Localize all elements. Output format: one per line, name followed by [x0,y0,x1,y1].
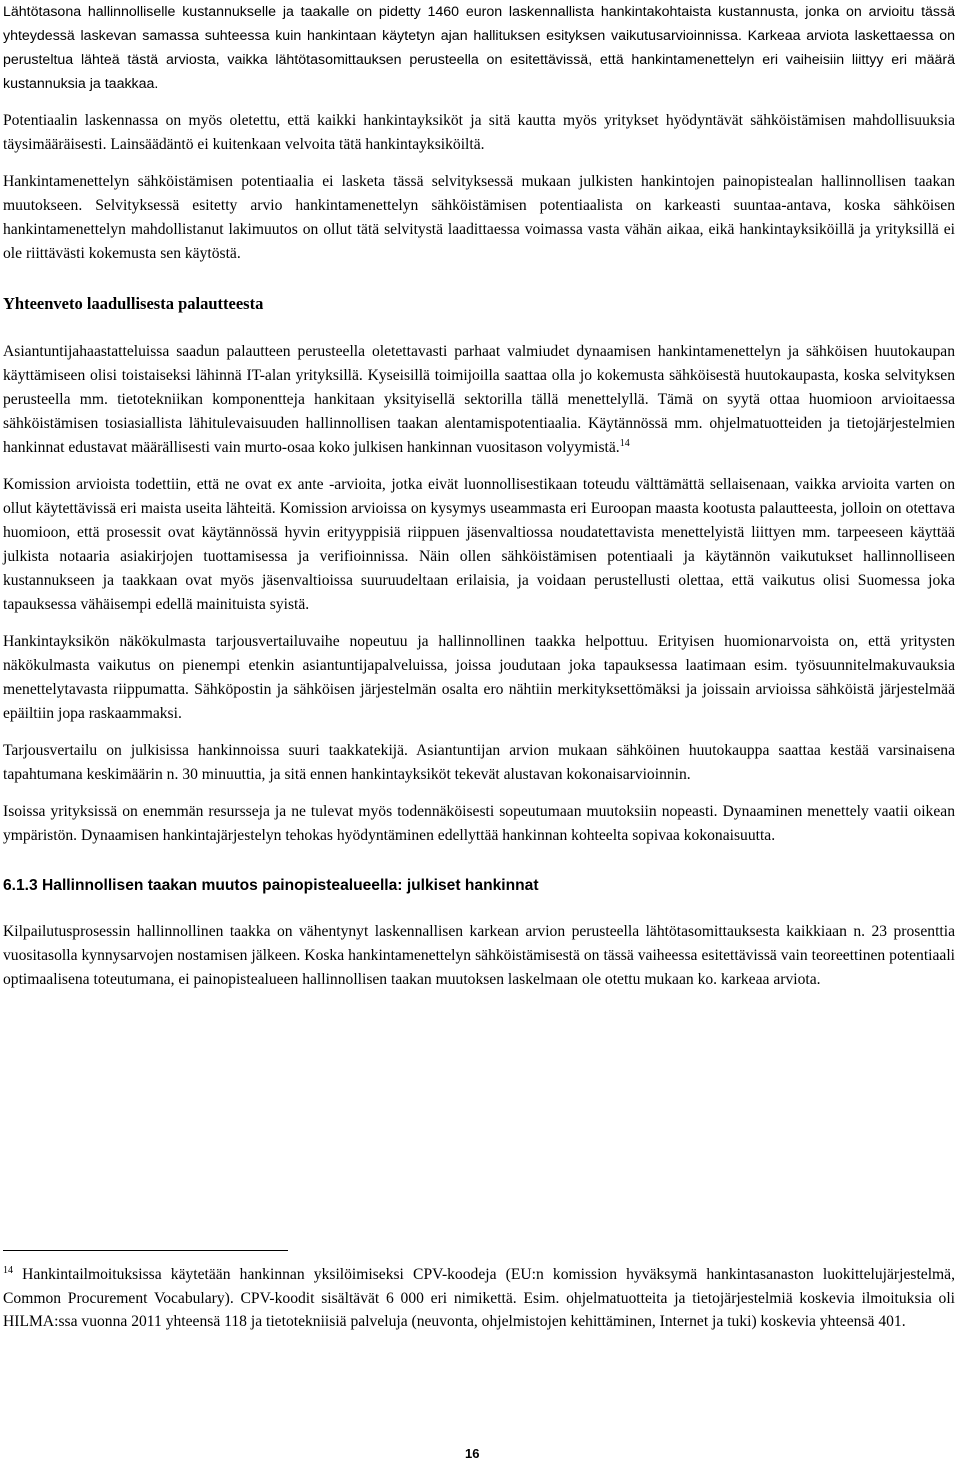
paragraph-tender-comparison: Tarjousvertailu on julkisissa hankinnoissa suuri taakkatekijä. Asiantuntijan arvion mukaan sähköinen huutokauppa saattaa kestää varsinaisena tapahtumana keskimäärin n. 30 minuuttia, ja sitä ennen hankintayksiköt tekevät alustavan kokonaisarvioinnin. [3,742,955,783]
page-number: 16 [465,1446,480,1461]
paragraph-electrification-scope: Hankintamenettelyn sähköistämisen potentiaalia ei lasketa tässä selvityksessä mukaan julkisten hankintojen painopistealan hallinnollisen taakan muutokseen. Selvityksessä esitetty arvio hankintamenettelyn sähköistämisen potentiaalista on karkeasti suuntaa-antava, koska sähköisen hankintamenettelyn mahdollistanut lakimuutos on ollut tätä selvitystä laadittaessa voimassa vasta vähän aikaa, eikä hankintayksiköillä ja yrityksillä ei ole riittävästi kokemusta sen käytöstä. [3,173,955,262]
footnote [3,1263,955,1334]
footnote-number: 14 [3,1265,13,1276]
subsection-heading: 6.1.3 Hallinnollisen taakan muutos painopistealueella: julkiset hankinnat [3,877,539,894]
paragraph-potential-assumption: Potentiaalin laskennassa on myös oletettu, että kaikki hankintayksiköt ja sitä kautta myös yritykset hyödyntävät sähköistämisen mahdollisuuksia täysimääräisesti. Lainsäädäntö ei kuitenkaan velvoita tätä hankintayksiköiltä. [3,112,955,153]
footnote-reference[interactable]: 14 [619,438,630,449]
paragraph-expert-text: Asiantuntijahaastatteluissa saadun palautteen perusteella oletettavasti parhaat valmiudet dynaamisen hankintamenettelyn ja sähköisen huutokaupan käyttämiseen olisi toistaiseksi lähinnä IT-alan yrityksillä. Kyseisillä toimijoilla saattaa olla jo kokemusta sähköisestä huutokaupasta, koska selvityksen perusteella mm. tietotekniikan komponentteja hankitaan yksityisellä sektorilla tällä menettelyllä. Tämä on syytä ottaa huomioon arvioitaessa sähköistämisen tosiasiallista lähitulevaisuuden hallinnollisen taakan alentamispotentiaalia. Käytännössä mm. ohjelmatuotteiden ja tietojärjestelmien hankinnat edustavat määrällisesti vain murto-osaa koko julkisen hankinnan vuositason volyymistä. [3,343,955,456]
footnote-text: Hankintailmoituksissa käytetään hankinnan yksilöimiseksi CPV-koodeja (EU:n komission hyväksymä hankintasanaston luokittelujärjestelmä, Common Procurement Vocabulary). CPV-koodit sisältävät 6 000 eri nimikettä. Esim. ohjelmatuotteita ja tietojärjestelmiä koskevia ilmoituksia oli HILMA:ssa vuonna 2011 yhteensä 118 ja tietotekniisiä palveluja (neuvonta, ohjelmistojen kehittäminen, Internet ja tuki) koskevia yhteensä 401. [3,1266,955,1330]
paragraph-administrative-burden: Kilpailutusprosessin hallinnollinen taakka on vähentynyt laskennallisen karkean arvion perusteella lähtötasomittauksesta kaikkiaan n. 23 prosenttia vuositasolla kynnysarvojen nostamisen jälkeen. Koska hankintamenettelyn sähköistämisestä on tässä vaiheessa esitettävissä vain teoreettinen potentiaali optimaalisena toteutumana, ei painopistealueen hallinnollisen taakan muutoksen laskelmaan ole otettu mukaan ko. karkeaa arviota. [3,923,955,988]
paragraph-large-companies: Isoissa yrityksissä on enemmän resursseja ja ne tulevat myös todennäköisesti sopeutumaan muutoksiin nopeasti. Dynaaminen menettely vaatii oikean ympäristön. Dynaamisen hankintajärjestelyn tehokas hyödyntäminen edellyttää hankinnan kohteelta sopivaa kokonaisuutta. [3,803,955,844]
paragraph-baseline-cost: Lähtötasona hallinnolliselle kustannukselle ja taakalle on pidetty 1460 euron laskennallista hankintakohtaista kustannusta, jonka on arvioitu tässä yhteydessä laskevan samassa suhteessa kuin hankintaan käytetyn ajan hallituksen esityksen vaikutusarvioinnissa. Karkeaa arviota laskettaessa on perusteltua lähteä tästä arviosta, vaikka lähtötasomittauksen perusteella on esitettävissä, että hankintamenettelyn eri vaiheisiin liittyy eri määrä kustannuksia ja taakkaa. [3,4,955,92]
footnote-divider [3,1250,288,1251]
paragraph-expert-feedback [3,340,955,460]
paragraph-commission-estimates: Komission arvioista todettiin, että ne ovat ex ante -arvioita, jotka eivät luonnollisestikaan toteudu välttämättä sellaisenaan, vaikka arvioita varten on ollut käytettävissä eri maista useita lähteitä. Komission arvioissa on kysymys useammasta eri Euroopan maasta kootusta palautteesta, jolloin on otettava huomioon, että prosessit ovat käytännössä hyvin erityyppisiä riippuen jäsenvaltiossa noudatettavista menettelyistä liittyen mm. tarpeeseen käyttää julkista notaaria asiakirjojen tuottamisessa ja verifioinnissa. Näin ollen sähköistämisen potentiaali ja käytännön vaikutukset hallinnolliseen kustannukseen ja taakkaan ovat myös jäsenvaltioissa suuruudeltaan erilaisia, ja voidaan perustellusti olettaa, että vaikutus olisi Suomessa joka tapauksessa vähäisempi edellä mainituista syistä. [3,476,955,613]
section-heading: Yhteenveto laadullisesta palautteesta [3,294,264,313]
document-page [3,0,955,1005]
paragraph-procurement-unit-view: Hankintayksikön näkökulmasta tarjousvertailuvaihe nopeutuu ja hallinnollinen taakka helpottuu. Erityisen huomionarvoista on, että yritysten näkökulmasta vaikutus on pienempi etenkin asiantuntijapalveluissa, joissa joudutaan joka tapauksessa laatimaan esim. työsuunnitelmakuvauksia menettelytavasta riippumatta. Sähköpostin ja sähköisen järjestelmän osalta ero nähtiin merkityksettömäksi ja joissain arvioissa sähköistä järjestelmää epäiltiin jopa raskaammaksi. [3,633,955,722]
